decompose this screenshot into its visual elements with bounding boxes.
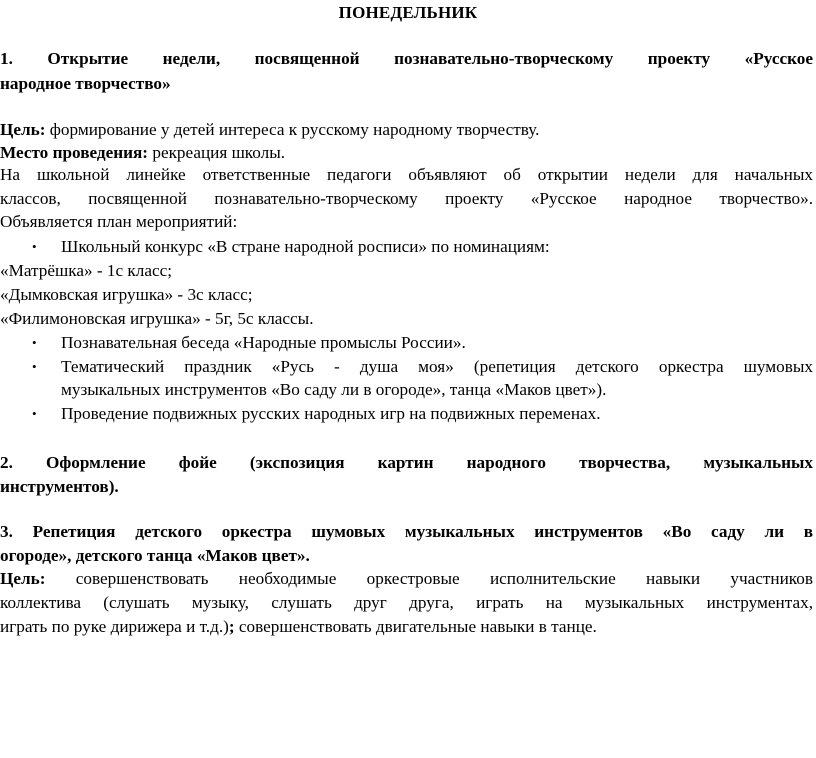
section2-heading-line2: инструментов). (0, 477, 119, 496)
nomination-3: «Филимоновская игрушка» - 5г, 5с классы. (0, 309, 314, 328)
section3-goal-line2: коллектива (слушать музыку, слушать друг друга, играть на музыкальных инструментах, (0, 593, 813, 612)
section1-place (0, 142, 285, 164)
goal-text-part2: совершенствовать двигательные навыки в танце. (234, 617, 597, 636)
section2-heading-line1: 2. Оформление фойе (экспозиция картин народного творчества, музыкальных (0, 453, 813, 472)
goal-text: формирование у детей интереса к русскому народному творчеству. (45, 120, 540, 139)
nomination-1: «Матрёшка» - 1с класс; (0, 261, 172, 280)
nomination-2: «Дымковская игрушка» - 3с класс; (0, 285, 253, 304)
list-item (0, 236, 816, 260)
bullet-text: Проведение подвижных русских народных игр на подвижных переменах. (61, 404, 601, 423)
bullet-icon: • (32, 359, 37, 374)
section3-heading-line1: 3. Репетиция детского оркестра шумовых музыкальных инструментов «Во саду ли в (0, 522, 813, 541)
list-item (0, 332, 816, 356)
bullet-text: Познавательная беседа «Народные промыслы России». (61, 333, 466, 352)
section1-goal (0, 119, 539, 141)
section1-heading-line1: 1. Открытие недели, посвященной познавательно-творческому проекту «Русское (0, 49, 813, 68)
goal-text-part1: играть по руке дирижера и т.д.) (0, 617, 229, 636)
goal-text-separator: ; (228, 617, 235, 636)
bullet-icon: • (32, 239, 37, 254)
place-label: Место проведения: (0, 143, 149, 162)
list-item (0, 403, 816, 427)
goal-label: Цель: (0, 569, 46, 588)
bullet-icon: • (32, 406, 37, 421)
bullet-icon: • (32, 335, 37, 350)
bullet-text-line2: музыкальных инструментов «Во саду ли в огороде», танца «Маков цвет»). (61, 380, 607, 399)
section3-goal-line1 (0, 567, 813, 592)
page-title: ПОНЕДЕЛЬНИК (338, 3, 478, 22)
bullet-text-line1: Тематический праздник «Русь - душа моя» (репетиция детского оркестра шумовых (61, 357, 813, 376)
section1-para-line3: Объявляется план мероприятий: (0, 212, 238, 231)
section1-para-line2: классов, посвященной познавательно-творческому проекту «Русское народное творчество». (0, 189, 813, 208)
bullet-text: Школьный конкурс «В стране народной росписи» по номинациям: (61, 237, 550, 256)
goal-label: Цель: (0, 120, 46, 139)
goal-text: совершенствовать необходимые оркестровые исполнительские навыки участников (45, 569, 813, 588)
section1-heading-line2: народное творчество» (0, 74, 171, 93)
section3-goal-line3 (0, 616, 597, 638)
place-text: рекреация школы. (148, 143, 286, 162)
list-item (0, 356, 816, 404)
section1-para-line1: На школьной линейке ответственные педагоги объявляют об открытии недели для начальных (0, 165, 813, 184)
section3-heading-line2: огороде», детского танца «Маков цвет». (0, 546, 310, 565)
